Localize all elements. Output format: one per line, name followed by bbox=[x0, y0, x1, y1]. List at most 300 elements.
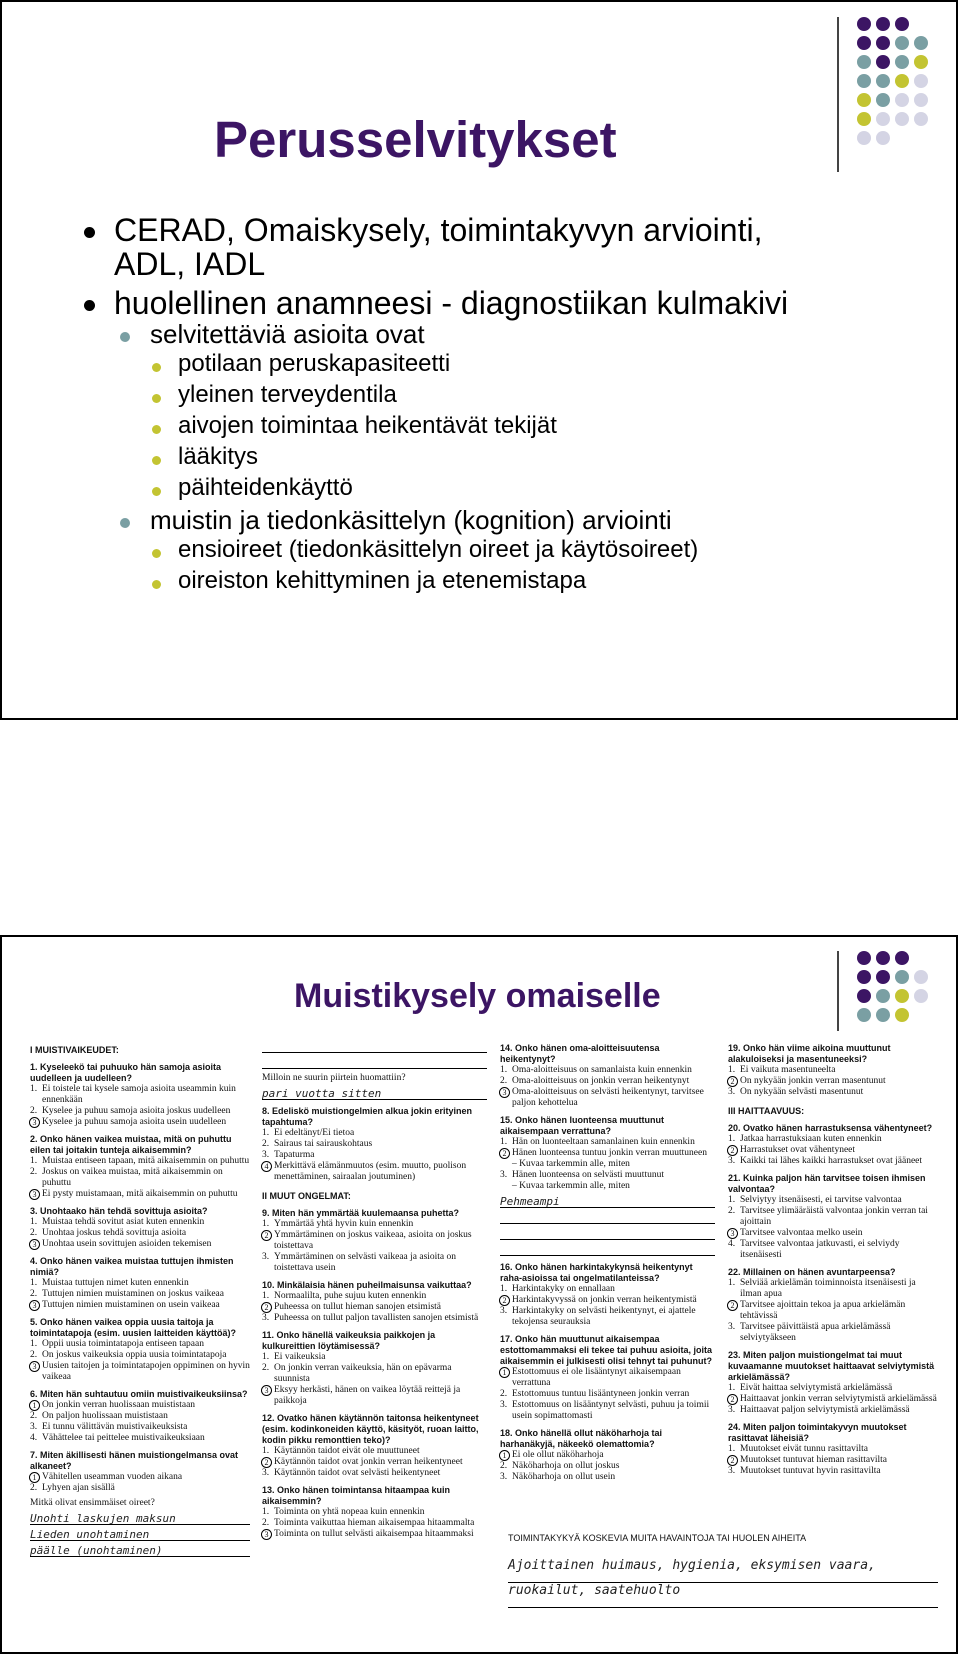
bullet-marker bbox=[152, 425, 161, 434]
decorative-dot bbox=[876, 1008, 890, 1022]
selected-option bbox=[728, 1300, 938, 1322]
option-number: 3 bbox=[261, 1529, 272, 1540]
option-number: 2 bbox=[261, 1457, 272, 1468]
option-number: 1. bbox=[262, 1507, 270, 1517]
slide-perusselvitykset bbox=[0, 0, 958, 720]
answer-option bbox=[30, 1167, 250, 1189]
selected-option bbox=[500, 1087, 715, 1109]
bullet-text: oireiston kehittyminen ja etenemistapa bbox=[178, 567, 587, 594]
decorative-dot bbox=[876, 970, 890, 984]
answer-option bbox=[728, 1405, 938, 1416]
decorative-dot bbox=[895, 17, 909, 31]
option-label: Tarvitsee päivittäistä apua arkielämässä selviytyäkseen bbox=[740, 1322, 891, 1343]
option-number: 3. bbox=[262, 1468, 270, 1478]
answer-option bbox=[30, 1106, 250, 1117]
bullet-marker bbox=[152, 487, 161, 496]
answer-line bbox=[262, 1057, 487, 1069]
option-number: 3. bbox=[262, 1252, 270, 1262]
selected-option bbox=[728, 1394, 938, 1405]
section-heading: I MUISTIVAIKEUDET: bbox=[30, 1045, 119, 1055]
selected-option bbox=[500, 1295, 715, 1306]
decorative-divider bbox=[837, 951, 839, 1031]
question: 19. Onko hän viime aikoina muuttunut alakuloiseksi ja masentuneeksi? bbox=[728, 1043, 891, 1064]
option-label: Hän on luonteeltaan samanlainen kuin ennenkin bbox=[512, 1137, 695, 1147]
option-label: Kyselee ja puhuu samoja asioita joskus uudelleen bbox=[42, 1106, 231, 1116]
option-label: Harkintakyky on selvästi heikentynyt, ei ajattele tekojensa seurauksia bbox=[512, 1306, 696, 1327]
answer-option bbox=[30, 1217, 250, 1228]
answer-option bbox=[728, 1065, 938, 1076]
question: 23. Miten paljon muistiongelmat tai muut kuvaamanne muutokset haittaavat selviytymistä arkielämässä? bbox=[728, 1350, 935, 1382]
decorative-dot bbox=[895, 1008, 909, 1022]
option-label: Harkintakyvyssä on jonkin verran heikentymistä bbox=[512, 1295, 697, 1305]
option-number: 3. bbox=[728, 1466, 736, 1476]
option-label: Sairaus tai sairauskohtaus bbox=[274, 1139, 373, 1149]
option-label: Estottomuus tuntuu lisääntyneen jonkin verran bbox=[512, 1389, 690, 1399]
option-number: 3 bbox=[29, 1239, 40, 1250]
answer-option bbox=[30, 1156, 250, 1167]
answer-option bbox=[30, 1433, 250, 1444]
bullet-text: selvitettäviä asioita ovat bbox=[150, 319, 425, 349]
bullet-text: CERAD, Omaiskysely, toimintakyvyn arviointi, bbox=[114, 212, 763, 248]
section-heading: III HAITTAAVUUS: bbox=[728, 1106, 805, 1116]
option-number: 3 bbox=[261, 1385, 272, 1396]
answer-option bbox=[500, 1076, 715, 1087]
decorative-dot bbox=[876, 55, 890, 69]
bullet-text: huolellinen anamneesi - diagnostiikan kulmakivi bbox=[114, 285, 789, 321]
option-label: On nykyään jonkin verran masentunut bbox=[740, 1076, 886, 1086]
answer-option bbox=[262, 1363, 487, 1385]
answer-option bbox=[728, 1239, 938, 1261]
option-number: 2. bbox=[30, 1167, 38, 1177]
decorative-dot bbox=[895, 93, 909, 107]
answer-option bbox=[30, 1483, 250, 1494]
decorative-dot bbox=[857, 93, 871, 107]
option-label: Estottomuus ei ole lisääntynyt aikaisempaan verrattuna bbox=[512, 1367, 681, 1388]
answer-option bbox=[30, 1084, 250, 1106]
bullet-text: päihteidenkäyttö bbox=[178, 474, 353, 501]
option-number: 2. bbox=[262, 1139, 270, 1149]
option-number: 4. bbox=[30, 1433, 38, 1443]
question: 13. Onko hänen toimintansa hitaampaa kuin aikaisemmin? bbox=[262, 1485, 451, 1506]
bullet-marker bbox=[120, 332, 130, 342]
option-label: Ei tunnu välittävän muistivaikeuksista bbox=[42, 1422, 188, 1432]
decorative-dot bbox=[876, 17, 890, 31]
option-number: 3 bbox=[499, 1087, 510, 1098]
option-number: 1. bbox=[262, 1446, 270, 1456]
form-column-2 bbox=[262, 1037, 487, 1540]
section-heading: II MUUT ONGELMAT: bbox=[262, 1191, 351, 1201]
question: 16. Onko hänen harkintakykynsä heikentynyt raha-asioissa tai ongelmatilanteissa? bbox=[500, 1262, 693, 1283]
option-label: Unohtaa joskus tehdä sovittuja asioita bbox=[42, 1228, 187, 1238]
answer-option bbox=[262, 1219, 487, 1230]
prompt-text: Mitkä olivat ensimmäiset oireet? bbox=[30, 1498, 155, 1508]
option-number: 2 bbox=[727, 1300, 738, 1311]
footer-observations bbox=[508, 1527, 938, 1608]
option-label: Ei toistele tai kysele samoja asioita useammin kuin ennenkään bbox=[42, 1084, 236, 1105]
answer-option bbox=[262, 1518, 487, 1529]
answer-option bbox=[262, 1150, 487, 1161]
footer-label: TOIMINTAKYKYÄ KOSKEVIA MUITA HAVAINTOJA TAI HUOLEN AIHEITA bbox=[508, 1533, 807, 1543]
option-number: 2. bbox=[30, 1228, 38, 1238]
answer-option bbox=[500, 1284, 715, 1295]
decorative-dot bbox=[857, 1008, 871, 1022]
decorative-dot bbox=[857, 131, 871, 145]
option-label: Muistaa tuttujen nimet kuten ennenkin bbox=[42, 1278, 189, 1288]
handwritten-answer: pari vuotta sitten bbox=[262, 1088, 487, 1100]
answer-option bbox=[728, 1466, 938, 1477]
option-label: Hänen luonteensa on selvästi muuttunut bbox=[512, 1170, 664, 1180]
decorative-dot bbox=[914, 970, 928, 984]
option-number: 2. bbox=[30, 1411, 38, 1421]
bullet-marker bbox=[152, 394, 161, 403]
selected-option bbox=[262, 1457, 487, 1468]
option-label: Unohtaa usein sovittujen asioiden tekemisen bbox=[42, 1239, 212, 1249]
answer-line bbox=[500, 1228, 715, 1240]
selected-option bbox=[500, 1367, 715, 1389]
option-number: 1. bbox=[30, 1084, 38, 1094]
option-label: Selviää arkielämän toiminnoista itsenäisesti ja ilman apua bbox=[740, 1278, 916, 1299]
decorative-dot bbox=[876, 989, 890, 1003]
option-label: Selviytyy itsenäisesti, ei tarvitse valvontaa bbox=[740, 1195, 902, 1205]
question: 1. Kyseleekö tai puhuuko hän samoja asioita uudelleen ja uudelleen? bbox=[30, 1062, 222, 1083]
answer-option bbox=[500, 1389, 715, 1400]
option-number: 1. bbox=[262, 1128, 270, 1138]
option-label: Tarvitsee valvontaa jatkuvasti, ei selviydy itsenäisesti bbox=[740, 1239, 900, 1260]
option-number: 3. bbox=[728, 1156, 736, 1166]
option-number: 1 bbox=[499, 1367, 510, 1378]
question: 10. Minkälaisia hänen puheilmaisunsa vaikuttaa? bbox=[262, 1280, 472, 1290]
decorative-dot bbox=[857, 112, 871, 126]
option-label: Lyhyen ajan sisällä bbox=[42, 1483, 115, 1493]
selected-option bbox=[728, 1076, 938, 1087]
answer-option bbox=[262, 1352, 487, 1363]
selected-option bbox=[500, 1148, 715, 1159]
option-number: 2. bbox=[30, 1289, 38, 1299]
option-label: Muistaa tehdä sovitut asiat kuten ennenkin bbox=[42, 1217, 205, 1227]
answer-option bbox=[728, 1383, 938, 1394]
question: 6. Miten hän suhtautuu omiin muistivaikeuksiinsa? bbox=[30, 1389, 248, 1399]
form-column-3 bbox=[500, 1037, 715, 1483]
decorative-dot bbox=[857, 970, 871, 984]
answer-option bbox=[262, 1291, 487, 1302]
question: 18. Onko hänellä ollut näköharhoja tai harhanäkyjä, näkeekö olemattomia? bbox=[500, 1428, 663, 1449]
option-number: 1. bbox=[262, 1219, 270, 1229]
answer-option bbox=[262, 1139, 487, 1150]
bullet-text: lääkitys bbox=[178, 443, 259, 470]
bullet-text: aivojen toimintaa heikentävät tekijät bbox=[178, 412, 557, 439]
form-column-4 bbox=[728, 1037, 938, 1477]
option-number: 3 bbox=[29, 1117, 40, 1128]
answer-line bbox=[500, 1244, 715, 1256]
answer-option bbox=[728, 1206, 938, 1228]
selected-option bbox=[262, 1385, 487, 1407]
option-number: 3 bbox=[29, 1361, 40, 1372]
selected-option bbox=[262, 1230, 487, 1252]
answer-option bbox=[262, 1507, 487, 1518]
selected-option bbox=[728, 1145, 938, 1156]
decorative-dot bbox=[857, 55, 871, 69]
option-label: Oma-aloitteisuus on jonkin verran heikentynyt bbox=[512, 1076, 690, 1086]
decorative-dot bbox=[914, 93, 928, 107]
questionnaire-form bbox=[30, 1037, 942, 1647]
answer-option bbox=[728, 1278, 938, 1300]
option-label: Tarvitsee valvontaa melko usein bbox=[740, 1228, 863, 1238]
answer-line bbox=[500, 1212, 715, 1224]
option-number: 2. bbox=[262, 1363, 270, 1373]
decorative-dot bbox=[895, 55, 909, 69]
answer-option bbox=[30, 1339, 250, 1350]
answer-option bbox=[500, 1461, 715, 1472]
answer-option bbox=[728, 1444, 938, 1455]
option-label: Käytännön taidot eivät ole muuttuneet bbox=[274, 1446, 420, 1456]
decorative-dot bbox=[895, 970, 909, 984]
option-number: 2 bbox=[499, 1295, 510, 1306]
decorative-dot bbox=[857, 989, 871, 1003]
option-number: 1 bbox=[29, 1400, 40, 1411]
option-number: 3. bbox=[500, 1306, 508, 1316]
question: 12. Ovatko hänen käytännön taitonsa heikentyneet (esim. kodinkoneiden käyttö, käsityöt, ruoan laitto, kodin pikku remonttien teko)? bbox=[262, 1413, 479, 1445]
option-label: Ymmärtäminen on selvästi vaikeaa ja asioita on toistettava usein bbox=[274, 1252, 457, 1273]
answer-option bbox=[30, 1228, 250, 1239]
option-label: Muutokset eivät tunnu rasittavilta bbox=[740, 1444, 868, 1454]
selected-option bbox=[262, 1302, 487, 1313]
answer-option bbox=[30, 1422, 250, 1433]
option-label: Ei vaikeuksia bbox=[274, 1352, 326, 1362]
decorative-dot bbox=[895, 36, 909, 50]
selected-option bbox=[30, 1117, 250, 1128]
option-label: Toiminta vaikuttaa hieman aikaisempaa hitaammalta bbox=[274, 1518, 475, 1528]
decorative-dot bbox=[876, 36, 890, 50]
handwritten-answer: Unohti laskujen maksun bbox=[30, 1513, 250, 1525]
decorative-dot bbox=[876, 93, 890, 107]
question: 21. Kuinka paljon hän tarvitsee toisen ihmisen valvontaa? bbox=[728, 1173, 926, 1194]
bullet-text: yleinen terveydentila bbox=[178, 381, 397, 408]
option-number: 2. bbox=[30, 1350, 38, 1360]
question: 20. Ovatko hänen harrastuksensa vähentyneet? bbox=[728, 1123, 933, 1133]
selected-option bbox=[500, 1450, 715, 1461]
answer-option bbox=[728, 1087, 938, 1098]
answer-option bbox=[30, 1411, 250, 1422]
option-number: 2 bbox=[261, 1302, 272, 1313]
option-label: Uusien taitojen ja toimintatapojen oppiminen on hyvin vaikeaa bbox=[42, 1361, 250, 1382]
question: 3. Unohtaako hän tehdä sovittuja asioita? bbox=[30, 1206, 208, 1216]
option-number: 4. bbox=[728, 1239, 736, 1249]
option-label: Jatkaa harrastuksiaan kuten ennenkin bbox=[740, 1134, 882, 1144]
answer-option bbox=[500, 1181, 715, 1192]
option-label: Tuttujen nimien muistaminen on joskus vaikeaa bbox=[42, 1289, 224, 1299]
answer-option bbox=[30, 1278, 250, 1289]
option-label: Ei ole ollut näköharhoja bbox=[512, 1450, 604, 1460]
selected-option bbox=[728, 1228, 938, 1239]
decorative-dot bbox=[876, 74, 890, 88]
handwritten-answer: Pehmeampi bbox=[500, 1196, 715, 1208]
question: 11. Onko hänellä vaikeuksia paikkojen ja kulkureittien löytämisessä? bbox=[262, 1330, 436, 1351]
option-number: 4 bbox=[261, 1161, 272, 1172]
option-number: 3. bbox=[728, 1322, 736, 1332]
option-number: 3 bbox=[29, 1300, 40, 1311]
selected-option bbox=[30, 1239, 250, 1250]
answer-option bbox=[728, 1195, 938, 1206]
option-number: 1. bbox=[30, 1156, 38, 1166]
decorative-dot bbox=[914, 74, 928, 88]
option-label: Kaikki tai lähes kaikki harrastukset ovat jääneet bbox=[740, 1156, 923, 1166]
decorative-dot bbox=[914, 112, 928, 126]
option-label: On jonkin verran huolissaan muististaan bbox=[42, 1400, 196, 1410]
option-number: 3. bbox=[500, 1472, 508, 1482]
bullet-marker bbox=[84, 227, 95, 238]
option-number: 1. bbox=[500, 1284, 508, 1294]
option-label: On nykyään selvästi masentunut bbox=[740, 1087, 864, 1097]
handwritten-answer: Lieden unohtaminen bbox=[30, 1529, 250, 1541]
option-number: 2. bbox=[30, 1483, 38, 1493]
option-label: Haittaavat jonkin verran selviytymistä arkielämässä bbox=[740, 1394, 937, 1404]
option-number: 2 bbox=[727, 1076, 738, 1087]
option-label: Kyselee ja puhuu samoja asioita usein uudelleen bbox=[42, 1117, 227, 1127]
option-number: 3. bbox=[728, 1405, 736, 1415]
option-number: 2. bbox=[262, 1518, 270, 1528]
footer-handwriting: ruokailut, saatehuolto bbox=[508, 1583, 681, 1598]
answer-option bbox=[262, 1128, 487, 1139]
option-number: 3 bbox=[727, 1228, 738, 1239]
decorative-dot bbox=[914, 36, 928, 50]
option-label: Ymmärtäminen on joskus vaikeaa, asioita on joskus toistettava bbox=[274, 1230, 472, 1251]
option-number: 3. bbox=[500, 1170, 508, 1180]
decorative-dot bbox=[876, 112, 890, 126]
option-number: 1 bbox=[29, 1472, 40, 1483]
option-label: Puheessa on tullut hieman sanojen etsimistä bbox=[274, 1302, 442, 1312]
answer-option bbox=[500, 1170, 715, 1181]
bullet-marker bbox=[152, 580, 161, 589]
option-number: 1. bbox=[30, 1339, 38, 1349]
option-number: 3. bbox=[30, 1422, 38, 1432]
option-label: – Kuvaa tarkemmin alle, miten bbox=[512, 1159, 630, 1169]
bullet-text: ensioireet (tiedonkäsittelyn oireet ja käytösoireet) bbox=[178, 536, 699, 563]
answer-option bbox=[30, 1289, 250, 1300]
question: 15. Onko hänen luonteensa muuttunut aikaisempaan verrattuna? bbox=[500, 1115, 665, 1136]
slide-title: Perusselvitykset bbox=[214, 111, 617, 168]
bullet-marker bbox=[152, 456, 161, 465]
answer-option bbox=[500, 1472, 715, 1483]
prompt-text: Milloin ne suurin piirtein huomattiin? bbox=[262, 1073, 406, 1083]
answer-option bbox=[262, 1313, 487, 1324]
bullet-marker bbox=[152, 363, 161, 372]
option-label: Harrastukset ovat vähentyneet bbox=[740, 1145, 856, 1155]
answer-option bbox=[30, 1350, 250, 1361]
option-number: 2. bbox=[30, 1106, 38, 1116]
option-number: 1. bbox=[728, 1444, 736, 1454]
slide-title: Muistikysely omaiselle bbox=[294, 977, 661, 1015]
option-number: 1. bbox=[262, 1291, 270, 1301]
option-label: Vähättelee tai peittelee muistivaikeuksiaan bbox=[42, 1433, 205, 1443]
decorative-dot bbox=[857, 951, 871, 965]
option-number: 1. bbox=[728, 1134, 736, 1144]
option-number: 1. bbox=[728, 1065, 736, 1075]
option-number: 3 bbox=[29, 1189, 40, 1200]
footer-handwriting: Ajoittainen huimaus, hygienia, eksymisen vaara, bbox=[508, 1558, 876, 1573]
option-label: Muutokset tuntuvat hieman rasittavilta bbox=[740, 1455, 887, 1465]
option-number: 1. bbox=[30, 1278, 38, 1288]
option-number: 3. bbox=[728, 1087, 736, 1097]
option-label: On paljon huolissaan muististaan bbox=[42, 1411, 168, 1421]
answer-option bbox=[500, 1400, 715, 1422]
selected-option bbox=[262, 1161, 487, 1183]
decorative-dot bbox=[895, 989, 909, 1003]
option-number: 3. bbox=[262, 1150, 270, 1160]
option-label: Oma-aloitteisuus on samanlaista kuin ennenkin bbox=[512, 1065, 692, 1075]
option-label: Vähitellen useamman vuoden aikana bbox=[42, 1472, 183, 1482]
decorative-dot bbox=[857, 74, 871, 88]
option-label: Puheessa on tullut paljon tavallisten sanojen etsimistä bbox=[274, 1313, 479, 1323]
option-label: Haittaavat paljon selviytymistä arkielämässä bbox=[740, 1405, 910, 1415]
option-number: 3. bbox=[500, 1400, 508, 1410]
option-label: Käytännön taidot ovat selvästi heikentyneet bbox=[274, 1468, 441, 1478]
option-number: 2. bbox=[500, 1389, 508, 1399]
option-label: Eksyy herkästi, hänen on vaikea löytää reittejä ja paikkoja bbox=[274, 1385, 461, 1406]
answer-option bbox=[500, 1306, 715, 1328]
option-number: 1. bbox=[500, 1065, 508, 1075]
option-number: 2 bbox=[499, 1148, 510, 1159]
option-number: 2 bbox=[727, 1455, 738, 1466]
bullet-marker bbox=[152, 549, 161, 558]
selected-option bbox=[30, 1189, 250, 1200]
decorative-dot bbox=[895, 951, 909, 965]
question: 17. Onko hän muuttunut aikaisempaa estottomammaksi eli tekee tai puhuu asioita, joita aikaisemmin ei julkisesti olisi tehnyt tai puhunut? bbox=[500, 1334, 713, 1366]
option-number: 1. bbox=[728, 1383, 736, 1393]
answer-option bbox=[262, 1446, 487, 1457]
option-label: On joskus vaikeuksia oppia uusia toimintatapoja bbox=[42, 1350, 227, 1360]
option-label: Muistaa entiseen tapaan, mitä aikaisemmin on puhuttu bbox=[42, 1156, 250, 1166]
question: 24. Miten paljon toimintakyvyn muutokset rasittavat läheisiä? bbox=[728, 1422, 907, 1443]
answer-option bbox=[500, 1137, 715, 1148]
option-label: Käytännön taidot ovat jonkin verran heikentyneet bbox=[274, 1457, 463, 1467]
option-number: 2 bbox=[727, 1145, 738, 1156]
selected-option bbox=[30, 1400, 250, 1411]
option-number: 1. bbox=[30, 1217, 38, 1227]
answer-option bbox=[500, 1159, 715, 1170]
question: 4. Onko hänen vaikea muistaa tuttujen ihmisten nimiä? bbox=[30, 1256, 234, 1277]
answer-option bbox=[728, 1156, 938, 1167]
option-number: 2. bbox=[500, 1076, 508, 1086]
option-label: Tarvitsee ylimääräistä valvontaa jonkin verran tai ajoittain bbox=[740, 1206, 928, 1227]
answer-option bbox=[728, 1134, 938, 1145]
question: 14. Onko hänen oma-aloitteisuutensa heikentynyt? bbox=[500, 1043, 660, 1064]
option-label: Näköharhoja on ollut joskus bbox=[512, 1461, 620, 1471]
option-label: Hänen luonteensa tuntuu jonkin verran muuttuneen bbox=[512, 1148, 707, 1158]
option-label: Tarvitsee ajoittain tekoa ja apua arkielämän tehtävissä bbox=[740, 1300, 906, 1321]
selected-option bbox=[30, 1300, 250, 1311]
option-number: 1 bbox=[499, 1450, 510, 1461]
option-label: Merkittävä elämänmuutos (esim. muutto, puolison menettäminen, sairaalan joutuminen) bbox=[274, 1161, 467, 1182]
bullet-text: ADL, IADL bbox=[114, 246, 266, 282]
decorative-dot bbox=[895, 74, 909, 88]
option-label: Tuttujen nimien muistaminen on usein vaikeaa bbox=[42, 1300, 220, 1310]
option-label: – Kuvaa tarkemmin alle, miten bbox=[512, 1181, 630, 1191]
question: 5. Onko hänen vaikea oppia uusia taitoja ja toimintatapoja (esim. uusien laitteiden käyttöä)? bbox=[30, 1317, 237, 1338]
option-label: Toiminta on tullut selvästi aikaisempaa hitaammaksi bbox=[274, 1529, 474, 1539]
bullet-text: muistin ja tiedonkäsittelyn (kognition) arviointi bbox=[150, 505, 672, 535]
question: 9. Miten hän ymmärtää kuulemaansa puhetta? bbox=[262, 1208, 460, 1218]
decorative-dot bbox=[876, 951, 890, 965]
option-label: Muutokset tuntuvat hyvin rasittavilta bbox=[740, 1466, 881, 1476]
decorative-dot bbox=[876, 131, 890, 145]
question: 8. Edeliskö muistiongelmien alkua jokin erityinen tapahtuma? bbox=[262, 1106, 473, 1127]
selected-option bbox=[262, 1529, 487, 1540]
answer-option bbox=[262, 1252, 487, 1274]
option-label: Ei edeltänyt/Ei tietoa bbox=[274, 1128, 355, 1138]
selected-option bbox=[30, 1361, 250, 1383]
option-label: Harkintakyky on ennallaan bbox=[512, 1284, 615, 1294]
option-label: Oma-aloitteisuus on selvästi heikentynyt, tarvitsee paljon kehottelua bbox=[512, 1087, 704, 1108]
